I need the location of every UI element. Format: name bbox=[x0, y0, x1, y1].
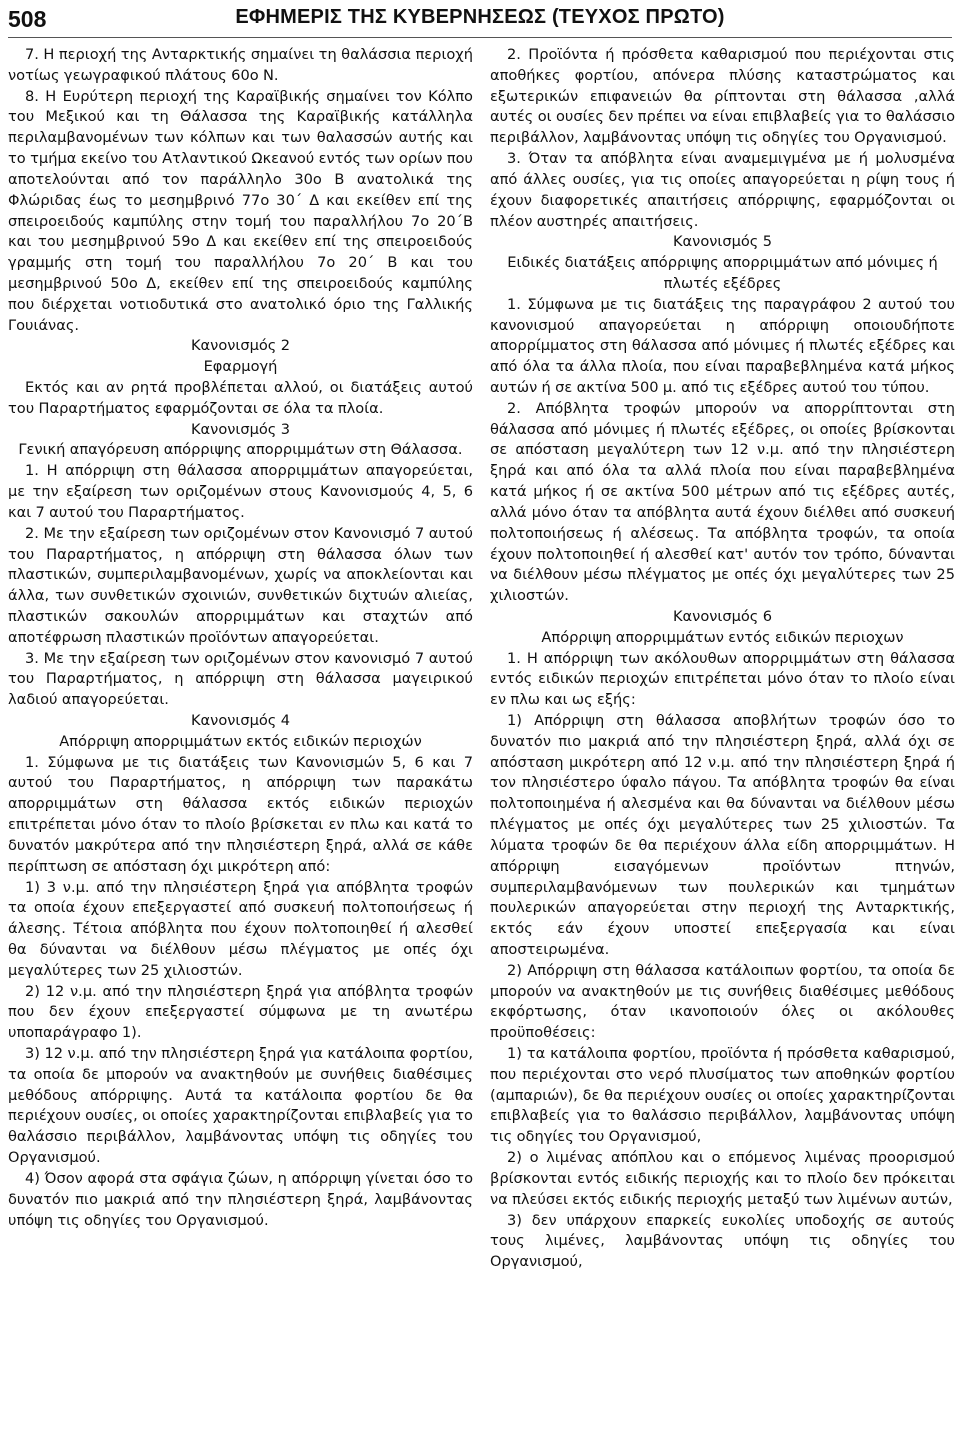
regulation-subtitle: Εφαρμογή bbox=[203, 358, 278, 376]
right-column bbox=[490, 45, 955, 1273]
paragraph: 2. Απόβλητα τροφών μπορούν να απορρίπτονται στη θάλασσα από μόνιμες ή πλωτές εξέδρες, οι οποίες βρίσκονται σε απόσταση μεγαλύτερη των 12 ν.μ. από την πλησιέστερη ξηρά και από όλα τα αλλά πλοία που είναι παραβεβλημένα κατά μήκος ή σε ακτίνα 500 μέτρων από τις εξέδρες αυτές, αλλά μόνο όταν τα απόβλητα αυτά έχουν διέλθει από συσκευή πολτοποιήσεως ή αλέσεως. Τα απόβλητα τροφών, τα οποία έχουν πολτοποιηθεί ή αλεσθεί κατ' αυτόν τον τρόπο, δύνανται να διέλθουν μέσω πλέγματος με οπές όχι μεγαλύτερες των 25 χιλιοστών. bbox=[490, 399, 955, 605]
paragraph: 2. Προϊόντα ή πρόσθετα καθαρισμού που περιέχονται στις αποθήκες φορτίου, απόνερα πλύσης καταστρώματος και εξωτερικών επιφανειών θα ρίπτονται στη θάλασσα ,αλλά αυτές οι ουσίες δεν πρέπει να είναι επιβλαβείς για το θαλάσσιο περιβάλλον, λαμβάνοντας υπόψη τις οδηγίες του Οργανισμού. bbox=[490, 46, 955, 147]
paragraph: 1) 3 ν.μ. από την πλησιέστερη ξηρά για απόβλητα τροφών τα οποία έχουν επεξεργαστεί από συσκευή πολτοποιήσεως ή άλεσης. Τέτοια απόβλητα που έχουν πολτοποιηθεί ή αλεσθεί θα δύνανται να διέλθουν μέσω πλέγματος με οπές όχι μεγαλύτερες των 25 χιλιοστών. bbox=[8, 878, 473, 979]
paragraph: 1) τα κατάλοιπα φορτίου, προϊόντα ή πρόσθετα καθαρισμού, που περιέχονται στο νερό πλυσίματος των αποθηκών φορτίου (αμπαριών), δε θα περιέχουν ουσίες οι οποίες χαρακτηρίζονται επιβλαβείς για το θαλάσσιο περιβάλλον, λαμβάνοντας υπόψη τις οδηγίες του Οργανισμού, bbox=[490, 1045, 955, 1146]
paragraph: 3. Όταν τα απόβλητα είναι αναμεμιγμένα με ή μολυσμένα από άλλες ουσίες, για τις οποίες απαγορεύεται η ρίψη τους ή έχουν διαφορετικές απαιτήσεις απόρριψης, εφαρμόζονται οι πλέον αυστηρές απαιτήσεις. bbox=[490, 150, 955, 230]
regulation-subtitle: Ειδικές διατάξεις απόρριψης απορριμμάτων από μόνιμες ή πλωτές εξέδρες bbox=[507, 254, 938, 292]
regulation-heading: Κανονισμός 5 bbox=[672, 233, 772, 251]
paragraph: 2) ο λιμένας απόπλου και ο επόμενος λιμένας προορισμού βρίσκονται εντός ειδικής περιοχής και το πλοίο δεν πρόκειται να πλεύσει εκτός ειδικής περιοχής μεταξύ των λιμένων αυτών, bbox=[490, 1149, 955, 1208]
gazette-title: ΕΦΗΜΕΡΙΣ ΤΗΣ ΚΥΒΕΡΝΗΣΕΩΣ (ΤΕΥΧΟΣ ΠΡΩΤΟ) bbox=[235, 6, 725, 28]
paragraph: 8. Η Ευρύτερη περιοχή της Καραϊβικής σημαίνει τον Κόλπο του Μεξικού και τη Θάλασσα της Καραϊβικής κατάλληλα περιλαμβανομένων των κόλπων και των θαλασσών αυτής και το τμήμα εκείνο του Ατλαντικού Ωκεανού εντός των ορίων που αποτελούνται από τον παράλληλο 30ο Β ανατολικά της Φλώριδας έως το μεσημβρινό 77ο 30΄ Δ και εκείθεν επί της σπειροειδούς καμπύλης στην τομή του παραλλήλου 7ο 20΄Β και του μεσημβρινού 59ο Δ και εκείθεν επί της σπειροειδούς γραμμής στη τομή του παραλλήλου 7ο 20΄ Β και του μεσημβρινού 50ο Δ, εκείθεν επί της σπειροειδούς καμπύλης που διέρχεται νοτιοδυτικά στο ανατολικό όριο της Γαλλικής Γουιάνας. bbox=[8, 87, 473, 334]
paragraph: 3. Με την εξαίρεση των οριζομένων στον κανονισμό 7 αυτού του Παραρτήματος, η απόρριψη στη θάλασσα μαγειρικού λαδιού απαγορεύεται. bbox=[8, 649, 473, 709]
paragraph: 1. Η απόρριψη των ακόλουθων απορριμμάτων στη θάλασσα εντός ειδικών περιοχών επιτρέπεται μόνο όταν το πλοίο είναι εν πλω και ως εξής: bbox=[490, 649, 955, 709]
regulation-heading: Κανονισμός 4 bbox=[190, 712, 290, 729]
header-rule bbox=[8, 37, 952, 38]
regulation-subtitle: Απόρριψη απορριμμάτων εκτός ειδικών περιοχών bbox=[59, 732, 422, 750]
paragraph: 1. Σύμφωνα με τις διατάξεις των Κανονισμών 5, 6 και 7 αυτού του Παραρτήματος, η απόρριψη των παρακάτω απορριμμάτων στη θάλασσα εκτός ειδικών περιοχών επιτρέπεται μόνο όταν το πλοίο βρίσκεται εν πλω και κατά το δυνατόν μακρύτερα από την πλησιέστερη ξηρά, αλλά σε κάθε περίπτωση σε απόσταση όχι μικρότερη από: bbox=[8, 753, 473, 875]
paragraph: 1. Σύμφωνα με τις διατάξεις της παραγράφου 2 αυτού του κανονισμού απαγορεύεται η απόρριψη οποιουδήποτε απορρίμματος στη θάλασσα από μόνιμες ή πλωτές εξέδρες και από όλα τα άλλα πλοία, που είναι παραβεβλημένα κατά μήκος αυτών ή σε ακτίνα 500 μ. από τις εξέδρες αυτού του τύπου. bbox=[490, 295, 955, 396]
regulation-heading: Κανονισμός 3 bbox=[190, 420, 290, 438]
page-number: 508 bbox=[8, 6, 47, 32]
paragraph: 1. Η απόρριψη στη θάλασσα απορριμμάτων απαγορεύεται, με την εξαίρεση των οριζομένων στους Κανονισμούς 4, 5, 6 και 7 αυτού του Παραρτήματος. bbox=[8, 462, 473, 521]
paragraph: 4) Όσον αφορά στα σφάγια ζώων, η απόρριψη γίνεται όσο το δυνατόν πιο μακριά από την πλησιέστερη ξηρά, λαμβάνοντας υπόψη τις οδηγίες του Οργανισμού. bbox=[8, 1169, 473, 1229]
left-column bbox=[8, 45, 473, 1231]
regulation-subtitle: Γενική απαγόρευση απόρριψης απορριμμάτων στη Θάλασσα. bbox=[18, 441, 463, 459]
paragraph: 1) Απόρριψη στη θάλασσα αποβλήτων τροφών όσο το δυνατόν πιο μακριά από την πλησιέστερη ξηρά, αλλά όχι σε απόσταση μικρότερη από 12 ν.μ. από την πλησιέστερη ξηρά ή τον πλησιέστερο ύφαλο πάγου. Τα απόβλητα τροφών θα είναι πολτοποιημένα ή αλεσμένα και θα δύνανται να διέλθουν μέσω πλέγματος με οπές όχι μεγαλύτερες των 25 χιλιοστών. Τα λύματα τροφών δε θα περιέχουν άλλα είδη απορριμμάτων. Η απόρριψη εισαγόμενων προϊόντων πτηνών, συμπεριλαμβανόμενων των πουλερικών και τμημάτων πουλερικών απαγορεύεται στην περιοχή της Ανταρκτικής, εκτός εάν έχουν υποστεί επεξεργασία και είναι αποστειρωμένα. bbox=[490, 712, 955, 958]
regulation-subtitle: Απόρριψη απορριμμάτων εντός ειδικών περιοχων bbox=[541, 628, 904, 646]
paragraph: 2) Απόρριψη στη θάλασσα κατάλοιπων φορτίου, τα οποία δε μπορούν να ανακτηθούν με τις συνήθεις διαθέσιμες μεθόδους εκφόρτωσης, όταν ικανοποιούν όλες οι ακόλουθες προϋποθέσεις: bbox=[490, 961, 955, 1042]
page-header bbox=[0, 0, 960, 40]
regulation-heading: Κανονισμός 2 bbox=[190, 337, 290, 355]
paragraph: 2) 12 ν.μ. από την πλησιέστερη ξηρά για απόβλητα τροφών που δεν έχουν επεξεργαστεί σύμφωνα με τη ανωτέρω υποπαράγραφο 1). bbox=[8, 982, 473, 1042]
regulation-heading: Κανονισμός 6 bbox=[672, 607, 772, 625]
paragraph: 3) 12 ν.μ. από την πλησιέστερη ξηρά για κατάλοιπα φορτίου, τα οποία δε μπορούν να ανακτηθούν με συνήθεις διαθέσιμες μεθόδους απόρριψης. Αυτά τα κατάλοιπα φορτίου δε θα περιέχουν ουσίες, οι οποίες χαρακτηρίζονται επιβλαβείς για το θαλάσσιο περιβάλλον, λαμβάνοντας υπόψη τις οδηγίες του Οργανισμού. bbox=[8, 1045, 473, 1167]
paragraph: 7. Η περιοχή της Ανταρκτικής σημαίνει τη θαλάσσια περιοχή νοτίως γεωγραφικού πλάτους 60ο Ν. bbox=[8, 46, 473, 84]
paragraph: Εκτός και αν ρητά προβλέπεται αλλού, οι διατάξεις αυτού του Παραρτήματος εφαρμόζονται σε όλα τα πλοία. bbox=[8, 379, 473, 417]
paragraph: 2. Με την εξαίρεση των οριζομένων στον Κανονισμό 7 αυτού του Παραρτήματος, η απόρριψη στη θάλασσα όλων των πλαστικών, συμπεριλαμβανομένων, χωρίς να αποκλείονται και άλλα, των συνθετικών σχοινιών, συνθετικών διχτυών αλιείας, πλαστικών σακουλών απορριμμάτων και σταχτών από αποτέφρωση πλαστικών προϊόντων απαγορεύεται. bbox=[8, 524, 473, 646]
paragraph: 3) δεν υπάρχουν επαρκείς ευκολίες υποδοχής σε αυτούς τους λιμένες, λαμβάνοντας υπόψη τις οδηγίες του Οργανισμού, bbox=[490, 1211, 955, 1271]
